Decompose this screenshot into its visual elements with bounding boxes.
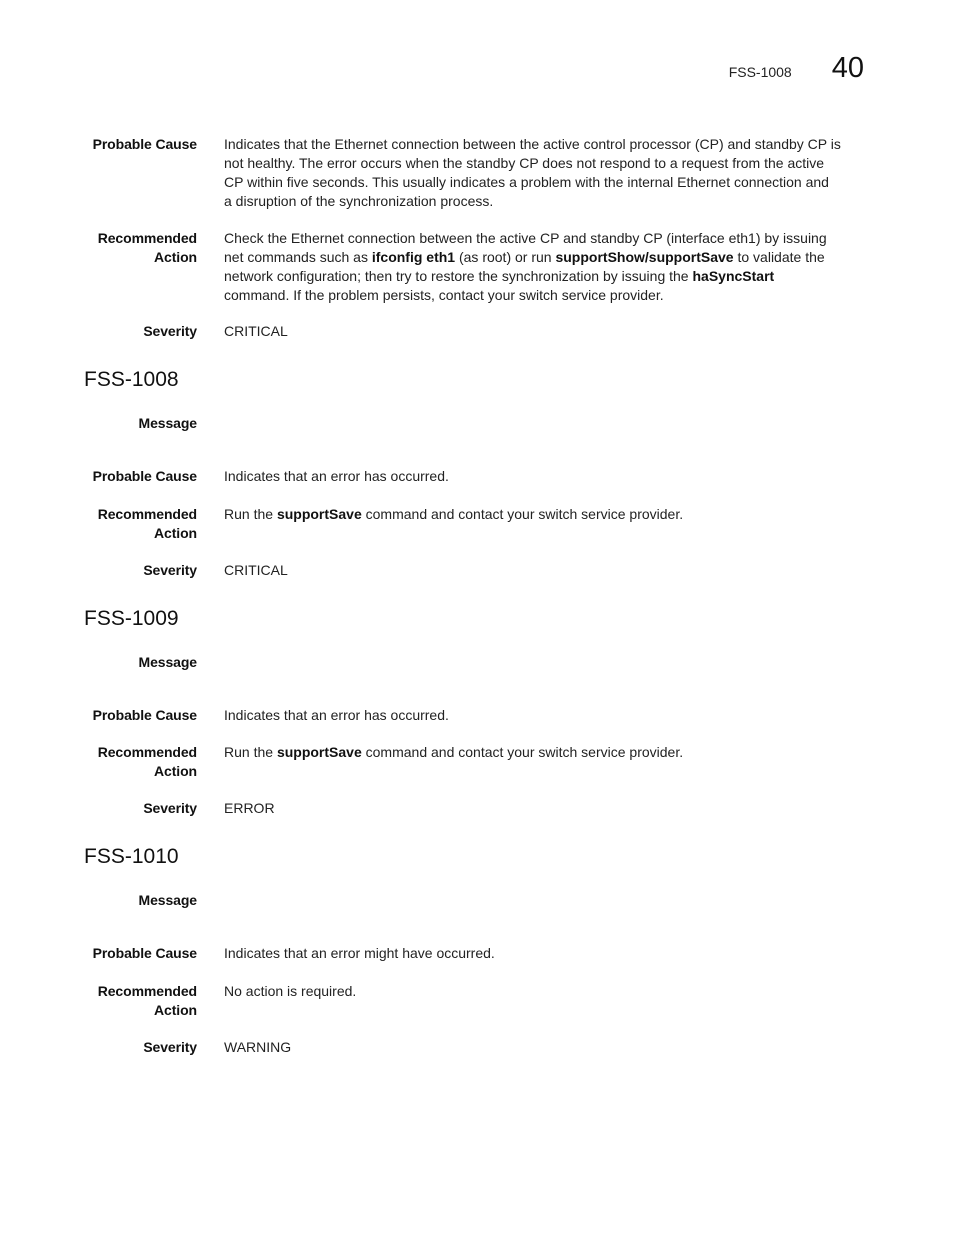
section-title: FSS-1010: [84, 845, 179, 868]
severity-row: [0, 1038, 954, 1057]
label-line: Action: [154, 249, 197, 265]
recommended-action-label: [0, 505, 197, 543]
command-text: supportSave: [276, 506, 362, 522]
probable-cause-text: Indicates that an error might have occurred.: [224, 945, 495, 961]
text-run: command and contact your switch service provider.: [361, 506, 684, 522]
top-recommended-action: [0, 229, 954, 305]
running-title: FSS-1008: [728, 64, 792, 80]
message-label: Message: [138, 892, 197, 908]
text-run: (as root) or run: [455, 249, 556, 265]
message-label: Message: [138, 415, 197, 431]
label-line: Recommended: [97, 744, 197, 760]
label-line: Action: [154, 763, 197, 779]
text-line: not healthy. The error occurs when the standby CP does not respond to a request from the active: [224, 155, 825, 171]
recommended-action-row: [0, 982, 954, 1020]
text-run: to validate the: [733, 249, 825, 265]
recommended-action-text: [224, 505, 870, 524]
label-line: Recommended: [97, 230, 197, 246]
probable-cause-label: Probable Cause: [92, 945, 197, 961]
message-row: [0, 891, 954, 910]
probable-cause-row: [0, 467, 954, 486]
text-line: [224, 248, 870, 267]
text-run: network configuration; then try to restore the synchronization by issuing the: [224, 268, 693, 284]
chapter-number: 40: [831, 52, 864, 84]
recommended-action-text: [224, 982, 870, 1001]
page-header: [729, 52, 864, 85]
text-run: Run the: [224, 506, 277, 522]
severity-label: Severity: [143, 323, 197, 339]
probable-cause-row: [0, 706, 954, 725]
text-line: CP within five seconds. This usually indicates a problem with the internal Ethernet connection and: [224, 174, 829, 190]
severity-label: Severity: [143, 1039, 197, 1055]
text-run: net commands such as: [224, 249, 372, 265]
probable-cause-text: Indicates that an error has occurred.: [224, 707, 449, 723]
top-severity: [0, 322, 954, 341]
severity-value: ERROR: [224, 800, 275, 816]
text-line: a disruption of the synchronization process.: [224, 193, 494, 209]
probable-cause-label: Probable Cause: [92, 136, 197, 152]
section-title: FSS-1009: [84, 607, 179, 630]
command-text: ifconfig eth1: [371, 249, 456, 265]
command-text: supportShow/supportSave: [555, 249, 734, 265]
severity-label: Severity: [143, 562, 197, 578]
message-label: Message: [138, 654, 197, 670]
recommended-action-text: [224, 743, 870, 762]
text-line: Indicates that the Ethernet connection between the active control processor (CP) and standby CP is: [224, 136, 841, 152]
text-line: [224, 267, 870, 286]
severity-value: CRITICAL: [224, 562, 288, 578]
severity-value: CRITICAL: [224, 323, 288, 339]
text-run: No action is required.: [224, 983, 357, 999]
probable-cause-label: Probable Cause: [92, 707, 197, 723]
severity-row: [0, 799, 954, 818]
top-probable-cause: [0, 135, 954, 211]
message-row: [0, 414, 954, 433]
recommended-action-label: [0, 982, 197, 1020]
command-text: haSyncStart: [692, 268, 775, 284]
severity-row: [0, 561, 954, 580]
text-run: command and contact your switch service provider.: [361, 744, 684, 760]
label-line: Recommended: [97, 983, 197, 999]
text-run: Run the: [224, 744, 277, 760]
label-line: Recommended: [97, 506, 197, 522]
probable-cause-text: Indicates that an error has occurred.: [224, 468, 449, 484]
message-row: [0, 653, 954, 672]
recommended-action-text: [224, 229, 870, 305]
command-text: supportSave: [276, 744, 362, 760]
probable-cause-text: [224, 135, 870, 211]
recommended-action-row: [0, 743, 954, 781]
label-line: Action: [154, 1002, 197, 1018]
section-title: FSS-1008: [84, 368, 179, 391]
recommended-action-label: [0, 229, 197, 267]
text-line: command. If the problem persists, contact your switch service provider.: [224, 287, 664, 303]
probable-cause-row: [0, 944, 954, 963]
probable-cause-label: Probable Cause: [92, 468, 197, 484]
text-line: Check the Ethernet connection between the active CP and standby CP (interface eth1) by issuing: [224, 230, 827, 246]
severity-label: Severity: [143, 800, 197, 816]
severity-value: WARNING: [224, 1039, 292, 1055]
recommended-action-label: [0, 743, 197, 781]
recommended-action-row: [0, 505, 954, 543]
label-line: Action: [154, 525, 197, 541]
